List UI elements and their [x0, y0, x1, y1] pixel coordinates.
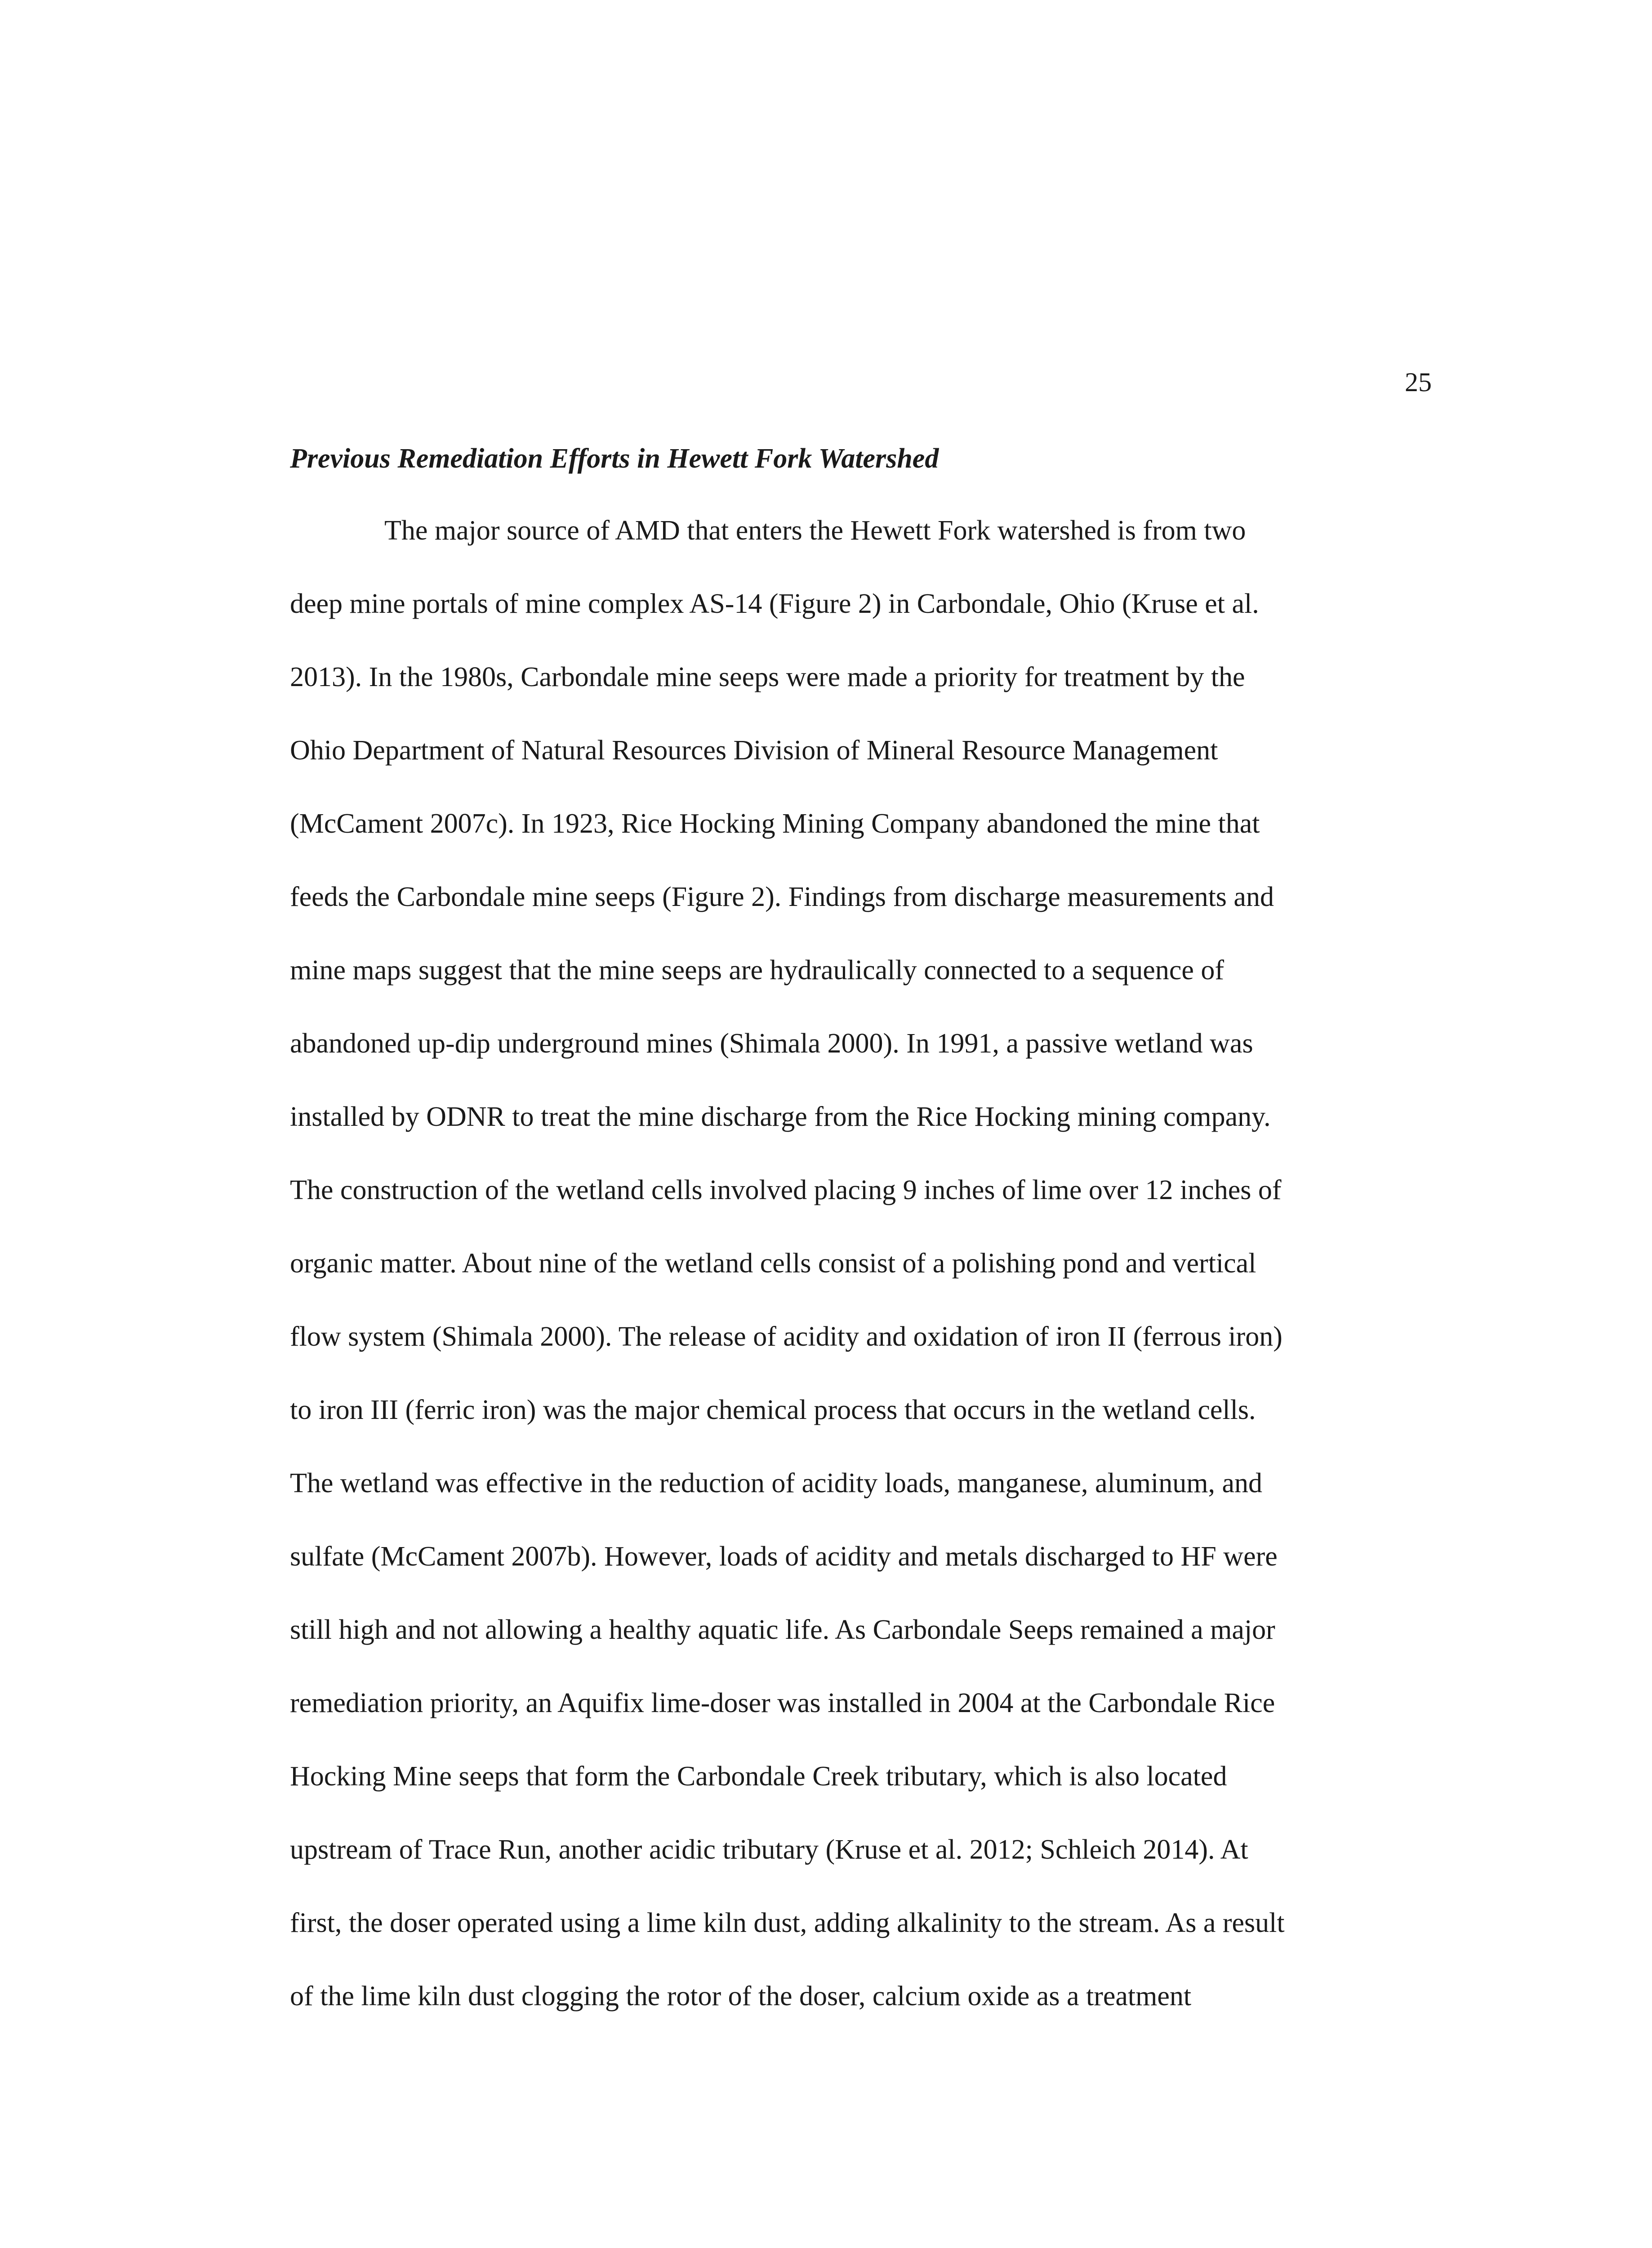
- paragraph-line: upstream of Trace Run, another acidic tributary (Kruse et al. 2012; Schleich 2014). At: [290, 1834, 1248, 1865]
- paragraph-line: abandoned up-dip underground mines (Shimala 2000). In 1991, a passive wetland was: [290, 1028, 1253, 1059]
- paragraph-line: The major source of AMD that enters the Hewett Fork watershed is from two: [384, 515, 1246, 546]
- paragraph-line: deep mine portals of mine complex AS-14 (Figure 2) in Carbondale, Ohio (Kruse et al.: [290, 589, 1259, 619]
- body-paragraph: [290, 510, 1423, 2049]
- paragraph-line: 2013). In the 1980s, Carbondale mine seeps were made a priority for treatment by the: [290, 662, 1245, 692]
- section-heading: Previous Remediation Efforts in Hewett Fork Watershed: [290, 443, 939, 474]
- paragraph-line: of the lime kiln dust clogging the rotor of the doser, calcium oxide as a treatment: [290, 1981, 1192, 2012]
- paragraph-line: organic matter. About nine of the wetland cells consist of a polishing pond and vertical: [290, 1248, 1256, 1279]
- paragraph-line: The wetland was effective in the reduction of acidity loads, manganese, aluminum, and: [290, 1468, 1262, 1499]
- paragraph-line: The construction of the wetland cells involved placing 9 inches of lime over 12 inches of: [290, 1175, 1282, 1205]
- paragraph-line: flow system (Shimala 2000). The release of acidity and oxidation of iron II (ferrous iron): [290, 1321, 1282, 1352]
- paragraph-line: (McCament 2007c). In 1923, Rice Hocking Mining Company abandoned the mine that: [290, 808, 1260, 839]
- paragraph-line: sulfate (McCament 2007b). However, loads of acidity and metals discharged to HF were: [290, 1541, 1278, 1572]
- paragraph-line: Hocking Mine seeps that form the Carbondale Creek tributary, which is also located: [290, 1761, 1227, 1792]
- paragraph-line: to iron III (ferric iron) was the major chemical process that occurs in the wetland cells.: [290, 1395, 1256, 1425]
- paragraph-line: feeds the Carbondale mine seeps (Figure 2). Findings from discharge measurements and: [290, 882, 1274, 912]
- paragraph-line: mine maps suggest that the mine seeps are hydraulically connected to a sequence of: [290, 955, 1224, 986]
- paragraph-line: Ohio Department of Natural Resources Division of Mineral Resource Management: [290, 735, 1218, 766]
- paragraph-line: still high and not allowing a healthy aquatic life. As Carbondale Seeps remained a major: [290, 1615, 1275, 1645]
- paragraph-line: remediation priority, an Aquifix lime-doser was installed in 2004 at the Carbondale Rice: [290, 1688, 1275, 1718]
- paragraph-line: first, the doser operated using a lime kiln dust, adding alkalinity to the stream. As a result: [290, 1908, 1285, 1938]
- paragraph-line: installed by ODNR to treat the mine discharge from the Rice Hocking mining company.: [290, 1102, 1271, 1132]
- page-number: 25: [1405, 367, 1432, 397]
